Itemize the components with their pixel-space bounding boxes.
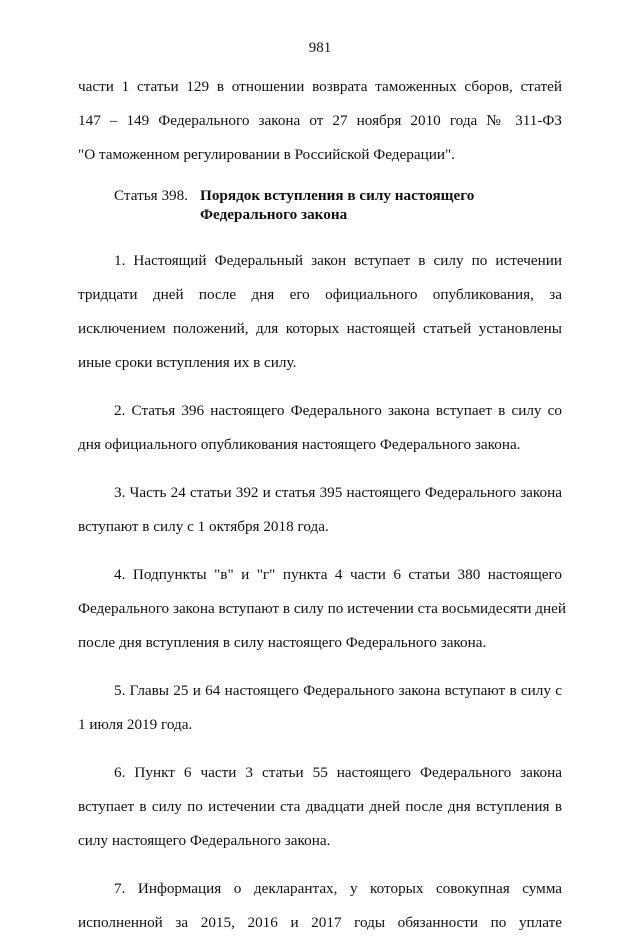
- text-line: части 1 статьи 129 в отношении возврата таможенных сборов, статей: [78, 78, 562, 95]
- text-line: "О таможенном регулировании в Российской Федерации".: [78, 146, 455, 163]
- text-line: 6. Пункт 6 части 3 статьи 55 настоящего Федерального закона: [114, 764, 562, 781]
- text-line: тридцати дней после дня его официального опубликования, за: [78, 286, 562, 303]
- paragraph-gap: [78, 462, 562, 476]
- paragraph-gap: [78, 380, 562, 394]
- intro-paragraph: [78, 70, 562, 172]
- text-line: вступают в силу с 1 октября 2018 года.: [78, 518, 329, 535]
- text-line: вступает в силу по истечении ста двадцати дней после дня вступления в: [78, 798, 562, 815]
- paragraph-5: [78, 674, 562, 742]
- text-line: 7. Информация о декларантах, у которых совокупная сумма: [114, 880, 562, 897]
- paragraph-7: [78, 872, 562, 940]
- text-line: 5. Главы 25 и 64 настоящего Федерального закона вступают в силу с: [114, 682, 562, 699]
- text-line: 1 июля 2019 года.: [78, 716, 193, 733]
- paragraph-2: [78, 394, 562, 462]
- paragraph-gap: [78, 660, 562, 674]
- text-line: 1. Настоящий Федеральный закон вступает в силу по истечении: [114, 252, 562, 269]
- article-label: Статья 398.: [114, 187, 189, 204]
- paragraph-3: [78, 476, 562, 544]
- page-number: 981: [308, 40, 332, 56]
- text-line: 4. Подпункты "в" и "г" пункта 4 части 6 статьи 380 настоящего: [114, 566, 562, 583]
- text-line: 147 – 149 Федерального закона от 27 ноября 2010 года № 311-ФЗ: [78, 112, 562, 129]
- document-body: [78, 70, 567, 940]
- text-line: 3. Часть 24 статьи 392 и статья 395 настоящего Федерального закона: [114, 484, 562, 501]
- paragraph-6: [78, 756, 562, 858]
- text-line: исполненной за 2015, 2016 и 2017 годы обязанности по уплате: [78, 914, 562, 931]
- text-line: исключением положений, для которых настоящей статьей установлены: [78, 320, 562, 337]
- article-title-line: Порядок вступления в силу настоящего: [200, 187, 475, 204]
- text-line: дня официального опубликования настоящего Федерального закона.: [78, 436, 521, 453]
- paragraph-gap: [78, 742, 562, 756]
- paragraph-4: [78, 558, 567, 660]
- text-line: 2. Статья 396 настоящего Федерального закона вступает в силу со: [114, 402, 562, 419]
- paragraph-1: [78, 244, 562, 380]
- text-line: иные сроки вступления их в силу.: [78, 354, 297, 371]
- text-line: силу настоящего Федерального закона.: [78, 832, 331, 849]
- paragraph-gap: [78, 858, 562, 872]
- text-line: Федерального закона вступают в силу по истечении ста восьмидесяти дней: [78, 600, 567, 617]
- paragraph-gap: [78, 544, 562, 558]
- article-title-line: Федерального закона: [200, 206, 348, 223]
- article-title: [200, 186, 474, 224]
- article-heading: [114, 186, 562, 224]
- text-line: после дня вступления в силу настоящего Федерального закона.: [78, 634, 487, 651]
